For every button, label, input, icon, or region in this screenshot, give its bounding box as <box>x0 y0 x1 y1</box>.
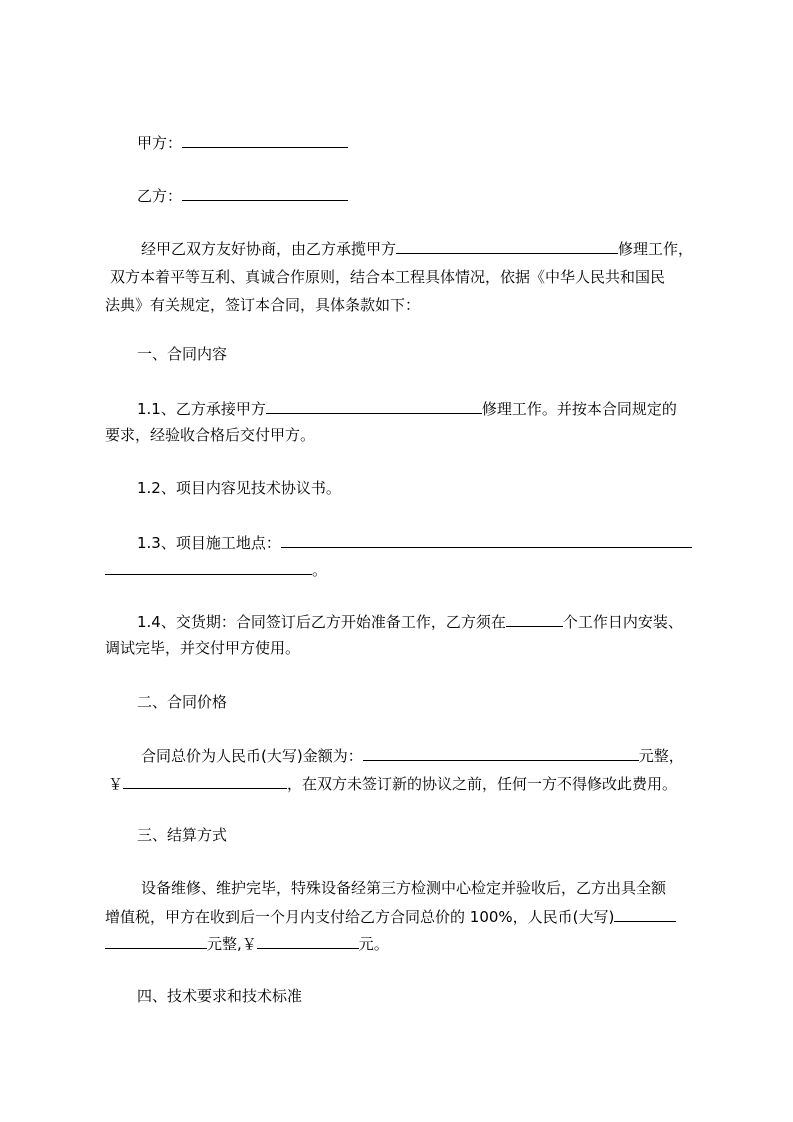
clause-1-1-text: 1.1、乙方承接甲方 <box>137 400 266 418</box>
workdays-blank[interactable] <box>506 612 563 627</box>
settlement-text: 元。 <box>358 935 389 953</box>
preamble-line-3: 法典》有关规定，签订本合同，具体条款如下： <box>105 296 421 314</box>
preamble-text: 修理工作， <box>618 240 694 258</box>
clause-1-1-blank[interactable] <box>266 399 482 414</box>
settlement-text: 增值税，甲方在收到后一个月内支付给乙方合同总价的 100%，人民币(大写) <box>105 908 615 926</box>
price-line-2 <box>108 774 677 793</box>
party-a-line <box>137 133 348 152</box>
price-text: 元整， <box>638 747 684 765</box>
section-2-heading: 二、合同价格 <box>137 693 228 711</box>
party-b-blank[interactable] <box>182 186 348 201</box>
settlement-words-blank[interactable] <box>614 907 676 922</box>
price-amount-blank[interactable] <box>123 774 287 789</box>
settlement-amount-blank[interactable] <box>257 934 359 949</box>
yuan-symbol: ￥ <box>108 775 124 793</box>
preamble-line-2: 双方本着平等互利、真诚合作原则，结合本工程具体情况，依据《中华人民共和国民 <box>110 268 666 286</box>
clause-1-4-text: 个工作日内安装、 <box>562 613 683 631</box>
settlement-text: 元整,￥ <box>207 935 257 953</box>
price-words-blank[interactable] <box>363 746 639 761</box>
party-a-blank[interactable] <box>182 133 348 148</box>
party-b-label: 乙方： <box>137 187 183 205</box>
price-text: ，在双方未签订新的协议之前，任何一方不得修改此费用。 <box>287 775 678 793</box>
clause-1-4-line-1 <box>137 612 683 631</box>
settlement-line-2 <box>105 907 676 926</box>
party-b-line <box>137 186 348 205</box>
repair-project-blank[interactable] <box>396 239 618 254</box>
preamble-text: 经甲乙双方友好协商，由乙方承揽甲方 <box>141 240 397 258</box>
clause-1-3-text: 1.3、项目施工地点： <box>137 534 281 552</box>
section-4-heading: 四、技术要求和技术标准 <box>137 987 303 1005</box>
clause-1-3-end: 。 <box>312 561 328 579</box>
section-1-heading: 一、合同内容 <box>137 345 228 363</box>
settlement-line-1: 设备维修、维护完毕，特殊设备经第三方检测中心检定并验收后，乙方出具全额 <box>141 879 667 897</box>
party-a-label: 甲方： <box>137 134 183 152</box>
clause-1-1-text: 修理工作。并按本合同规定的 <box>481 400 677 418</box>
price-text: 合同总价为人民币(大写)金额为： <box>141 747 363 765</box>
settlement-words-blank-continued[interactable] <box>105 934 207 949</box>
clause-1-1-line-1 <box>137 399 677 418</box>
clause-1-1-line-2: 要求，经验收合格后交付甲方。 <box>105 426 316 444</box>
location-blank[interactable] <box>281 533 692 548</box>
clause-1-2: 1.2、项目内容见技术协议书。 <box>137 479 341 497</box>
clause-1-4-text: 1.4、交货期：合同签订后乙方开始准备工作，乙方须在 <box>137 613 506 631</box>
clause-1-4-line-2: 调试完毕，并交付甲方使用。 <box>105 639 301 657</box>
clause-1-3-line-2 <box>105 560 327 579</box>
settlement-line-3 <box>105 934 389 953</box>
section-3-heading: 三、结算方式 <box>137 826 228 844</box>
preamble-line-1 <box>141 239 693 258</box>
clause-1-3-line-1 <box>137 533 692 552</box>
location-blank-continued[interactable] <box>105 560 312 575</box>
price-line-1 <box>141 746 684 765</box>
